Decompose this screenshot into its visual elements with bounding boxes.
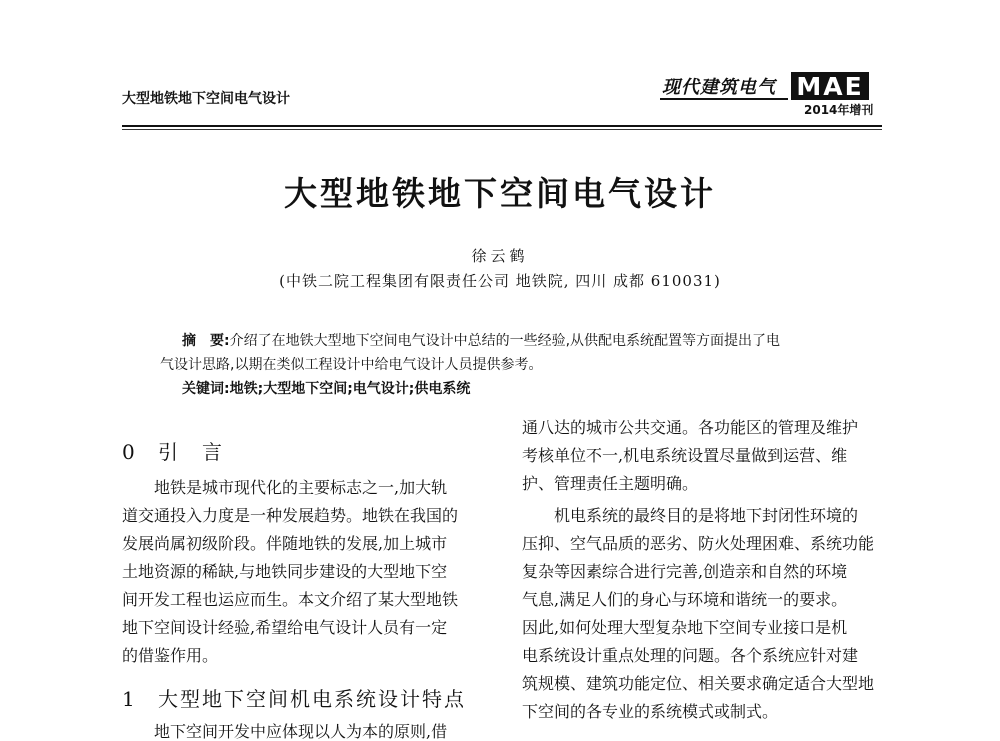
right-line-5: 压抑、空气品质的恶劣、防火处理困难、系统功能 — [522, 534, 875, 553]
intro-line-4: 土地资源的稀缺,与地铁同步建设的大型地下空 — [122, 562, 448, 581]
right-line-1: 通八达的城市公共交通。各功能区的管理及维护 — [522, 418, 859, 437]
issue-tag: 2014年增刊 — [804, 103, 874, 117]
abstract-text-1: 介绍了在地铁大型地下空间电气设计中总结的一些经验,从供配电系统配置等方面提出了电 — [229, 333, 781, 349]
affiliation: (中铁二院工程集团有限责任公司 地铁院, 四川 成都 610031) — [279, 272, 721, 290]
header-rule — [122, 125, 882, 127]
right-line-2: 考核单位不一,机电系统设置尽量做到运营、维 — [522, 446, 848, 465]
intro-line-5: 间开发工程也运应而生。本文介绍了某大型地铁 — [122, 590, 459, 609]
keywords-text: 地铁;大型地下空间;电气设计;供电系统 — [229, 381, 471, 397]
keywords-label: 关键词: — [182, 381, 230, 397]
intro-line-1: 地铁是城市现代化的主要标志之一,加大轨 — [154, 478, 448, 497]
right-line-8: 因此,如何处理大型复杂地下空间专业接口是机 — [522, 618, 848, 637]
journal-name: 现代建筑电气 — [662, 77, 776, 98]
abstract-label: 摘 要: — [182, 333, 230, 349]
journal-logo: MAE — [791, 72, 869, 100]
right-line-11: 下空间的各专业的系统模式或制式。 — [522, 702, 779, 721]
section-1-heading — [122, 683, 466, 712]
header-rule-thin — [122, 129, 882, 130]
section-1-number: 1 — [122, 687, 137, 711]
section-0-heading — [122, 436, 224, 465]
paper-title: 大型地铁地下空间电气设计 — [284, 174, 716, 213]
journal-name-underline — [660, 98, 788, 100]
right-line-3: 护、管理责任主题明确。 — [522, 474, 699, 493]
keywords-line — [182, 378, 470, 398]
running-header-title: 大型地铁地下空间电气设计 — [122, 91, 290, 107]
abstract-line-1 — [182, 330, 780, 350]
intro-line-3: 发展尚属初级阶段。伴随地铁的发展,加上城市 — [122, 534, 448, 553]
section-1-first-line: 地下空间开发中应体现以人为本的原则,借 — [154, 722, 448, 741]
author: 徐云鹤 — [471, 247, 529, 265]
section-1-title: 大型地下空间机电系统设计特点 — [158, 687, 466, 711]
abstract-line-2: 气设计思路,以期在类似工程设计中给电气设计人员提供参考。 — [160, 357, 543, 373]
right-line-7: 气息,满足人们的身心与环境和谐统一的要求。 — [522, 590, 848, 609]
intro-line-6: 地下空间设计经验,希望给电气设计人员有一定 — [122, 618, 448, 637]
right-line-10: 筑规模、建筑功能定位、相关要求确定适合大型地 — [522, 674, 875, 693]
intro-line-2: 道交通投入力度是一种发展趋势。地铁在我国的 — [122, 506, 459, 525]
intro-line-7: 的借鉴作用。 — [122, 646, 219, 665]
right-line-9: 电系统设计重点处理的问题。各个系统应针对建 — [522, 646, 859, 665]
right-line-4: 机电系统的最终目的是将地下封闭性环境的 — [554, 506, 859, 525]
section-0-number: 0 — [122, 440, 137, 464]
section-0-title: 引 言 — [158, 440, 224, 464]
right-line-6: 复杂等因素综合进行完善,创造亲和自然的环境 — [522, 562, 848, 581]
